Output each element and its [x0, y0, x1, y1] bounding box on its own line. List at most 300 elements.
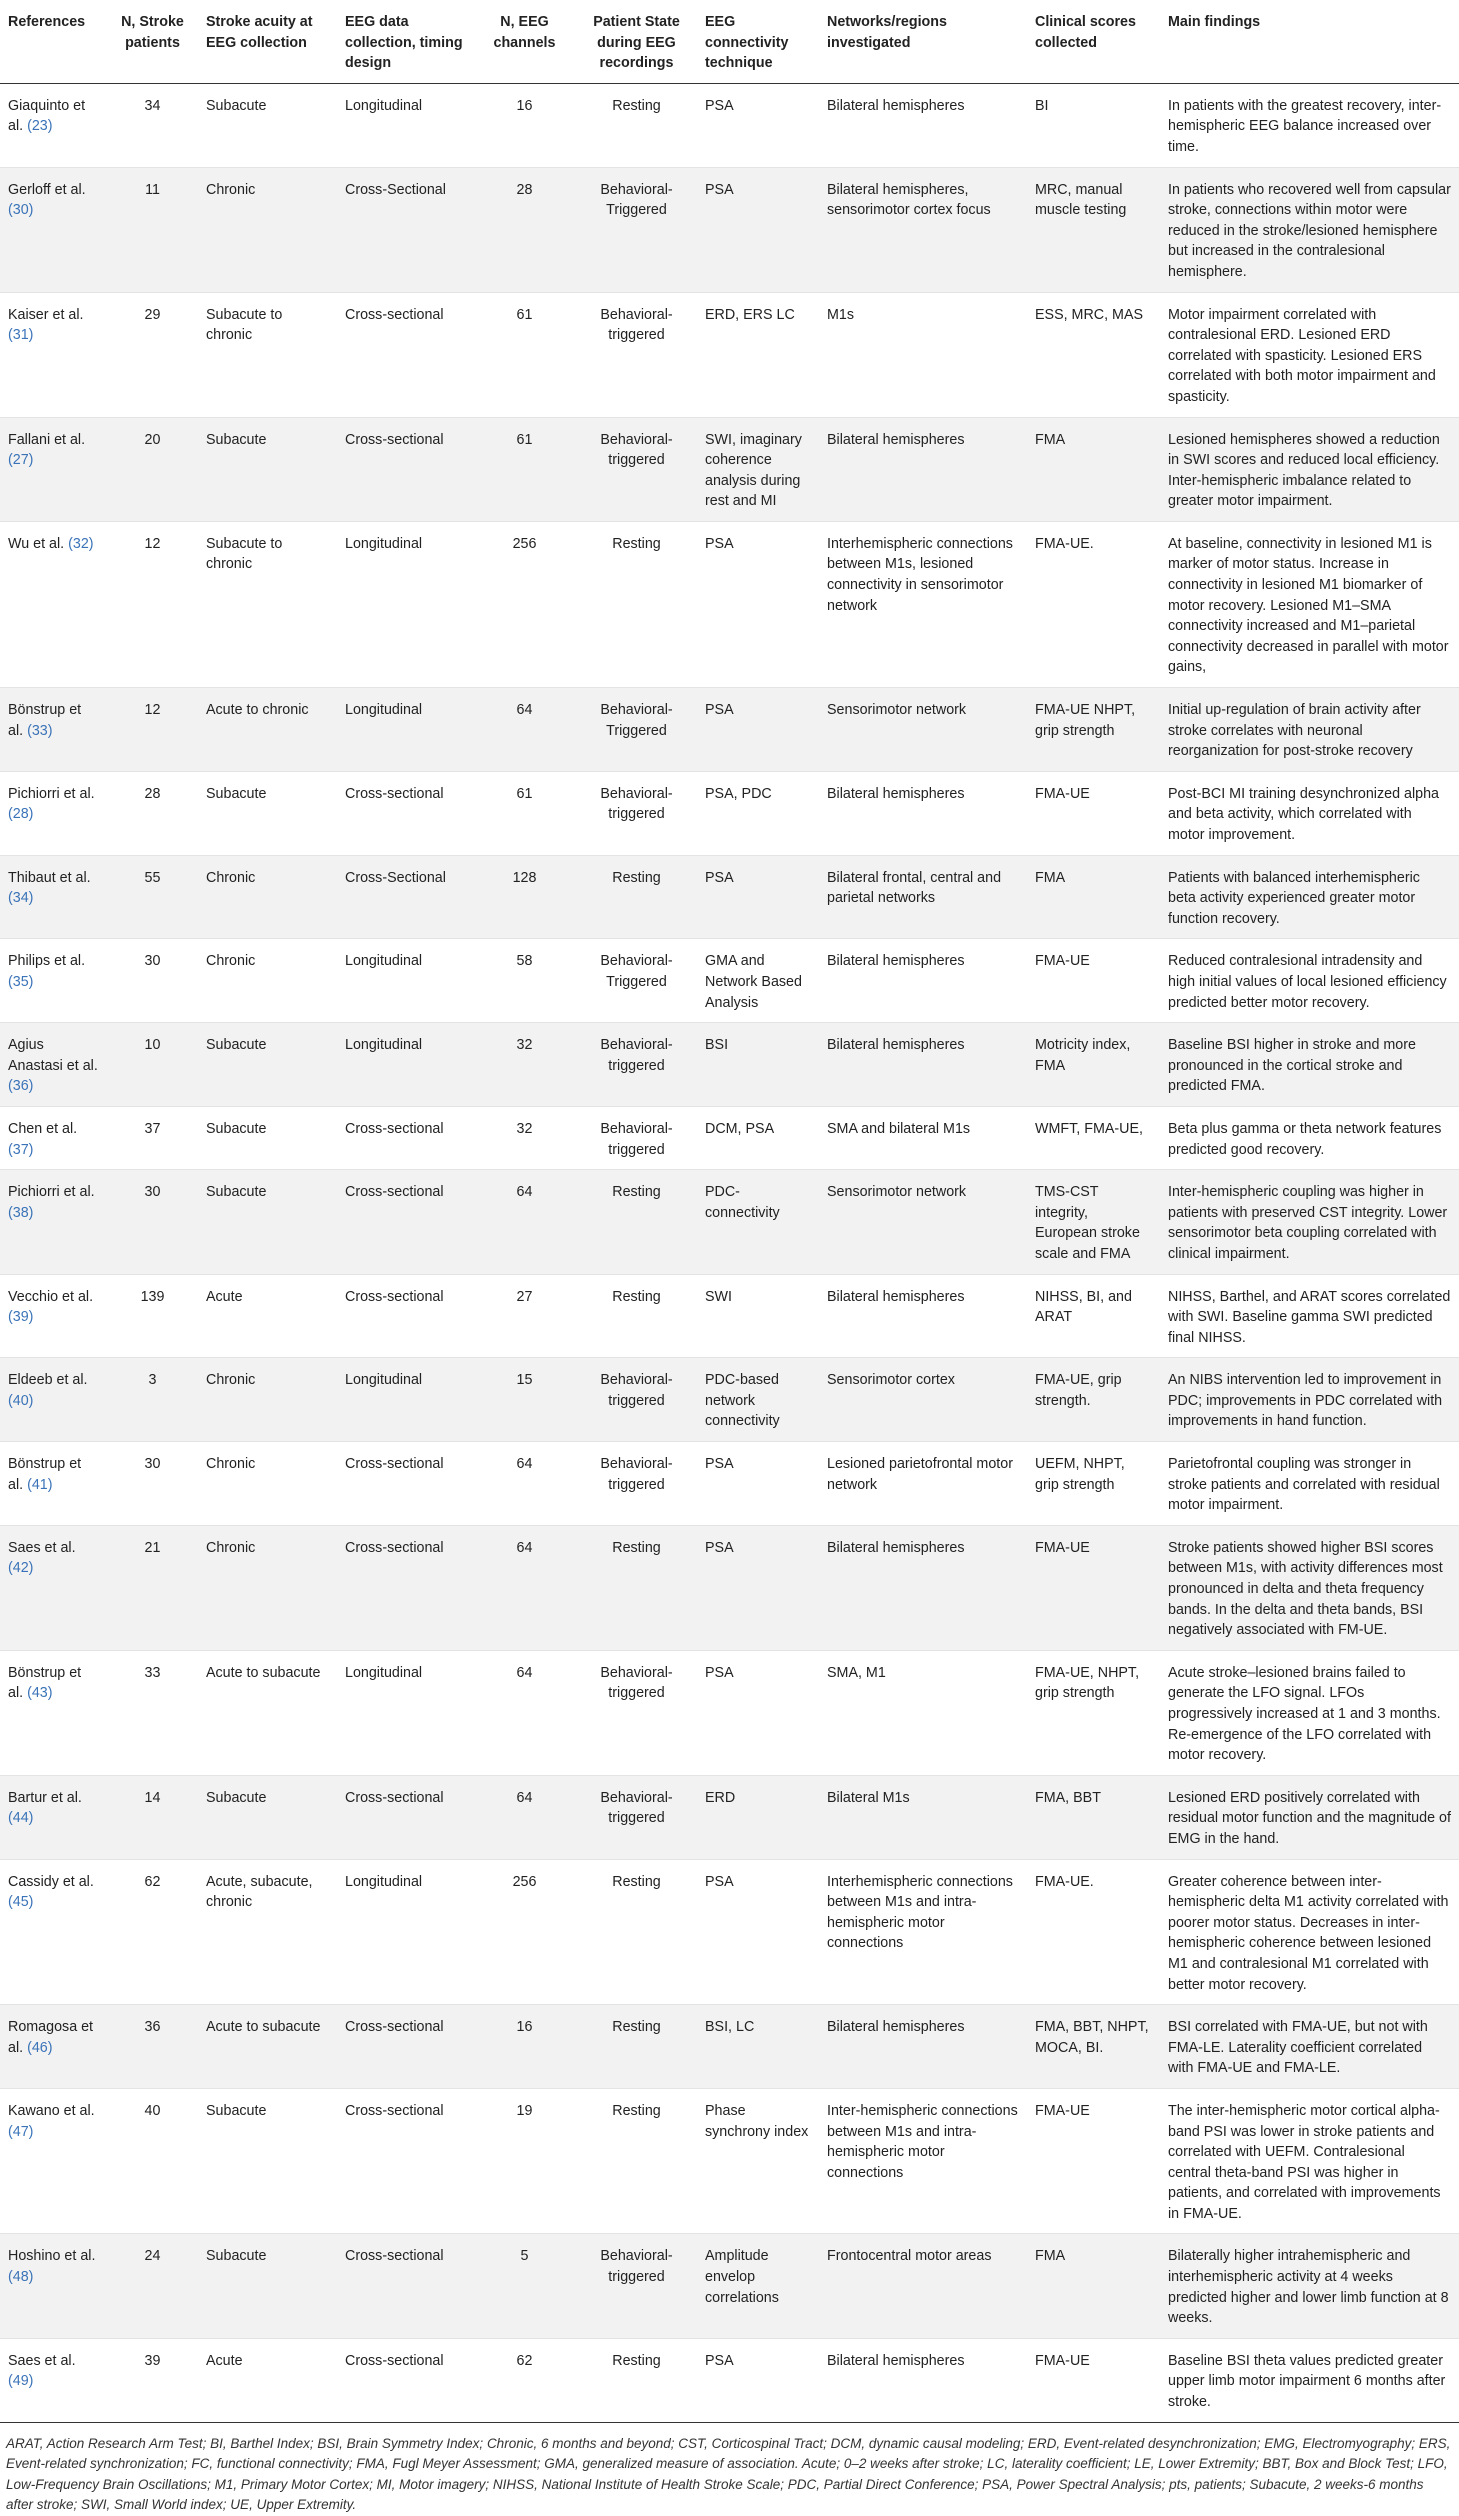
- cell-n: 21: [107, 1525, 198, 1650]
- cell-findings: Lesioned hemispheres showed a reduction in SWI scores and reduced local efficiency. Inter-hemispheric imbalance related to greater motor impairment.: [1160, 417, 1459, 521]
- cell-channels: 16: [473, 83, 576, 167]
- citation-link[interactable]: (48): [8, 2269, 34, 2286]
- citation-link[interactable]: (38): [8, 1204, 34, 1221]
- reference-name: Chen et al.: [8, 1120, 78, 1137]
- cell-n: 30: [107, 1170, 198, 1274]
- cell-technique: PSA: [697, 1442, 819, 1526]
- cell-scores: TMS-CST integrity, European stroke scale and FMA: [1027, 1170, 1160, 1274]
- cell-technique: PSA: [697, 855, 819, 939]
- table-row: [0, 1859, 1459, 2005]
- citation-link[interactable]: (28): [8, 806, 34, 823]
- cell-ref: [0, 2338, 107, 2422]
- header-ref: References: [0, 0, 107, 83]
- citation-link[interactable]: (40): [8, 1392, 34, 1409]
- cell-networks: Frontocentral motor areas: [819, 2234, 1027, 2338]
- table-row: [0, 1775, 1459, 1859]
- cell-channels: 5: [473, 2234, 576, 2338]
- table-row: [0, 1650, 1459, 1775]
- cell-design: Cross-Sectional: [337, 855, 473, 939]
- cell-channels: 61: [473, 417, 576, 521]
- cell-findings: Motor impairment correlated with contralesional ERD. Lesioned ERD correlated with spasticity. Lesioned ERS correlated with both motor impairment and spasticity.: [1160, 292, 1459, 417]
- cell-findings: In patients who recovered well from capsular stroke, connections within motor were reduced in the stroke/lesioned hemisphere but increased in the contralesional hemisphere.: [1160, 167, 1459, 292]
- cell-ref: [0, 1442, 107, 1526]
- cell-state: Behavioral-triggered: [576, 292, 697, 417]
- cell-acuity: Subacute to chronic: [198, 521, 337, 687]
- cell-scores: FMA-UE.: [1027, 521, 1160, 687]
- citation-link[interactable]: (39): [8, 1309, 34, 1326]
- cell-channels: 61: [473, 771, 576, 855]
- cell-scores: FMA, BBT: [1027, 1775, 1160, 1859]
- citation-link[interactable]: (30): [8, 202, 34, 219]
- cell-technique: ERD: [697, 1775, 819, 1859]
- table-row: [0, 1442, 1459, 1526]
- cell-ref: [0, 292, 107, 417]
- cell-scores: MRC, manual muscle testing: [1027, 167, 1160, 292]
- cell-acuity: Subacute: [198, 1775, 337, 1859]
- cell-technique: PSA: [697, 1650, 819, 1775]
- cell-n: 29: [107, 292, 198, 417]
- citation-link[interactable]: (33): [27, 722, 53, 739]
- reference-name: Bönstrup et al.: [8, 1664, 82, 1702]
- cell-networks: Sensorimotor cortex: [819, 1358, 1027, 1442]
- cell-design: Cross-sectional: [337, 771, 473, 855]
- cell-ref: [0, 855, 107, 939]
- table-row: [0, 1525, 1459, 1650]
- table-header: [0, 0, 1459, 83]
- reference-name: Kaiser et al.: [8, 306, 84, 323]
- cell-channels: 64: [473, 1442, 576, 1526]
- reference-name: Giaquinto et al.: [8, 97, 86, 135]
- cell-state: Behavioral-triggered: [576, 1358, 697, 1442]
- cell-networks: M1s: [819, 292, 1027, 417]
- cell-ref: [0, 1775, 107, 1859]
- table-row: [0, 2005, 1459, 2089]
- cell-findings: Acute stroke–lesioned brains failed to generate the LFO signal. LFOs progressively increased at 1 and 3 months. Re-emergence of the LFO correlated with motor recovery.: [1160, 1650, 1459, 1775]
- table-row: [0, 521, 1459, 687]
- cell-state: Behavioral-triggered: [576, 1650, 697, 1775]
- cell-state: Behavioral-Triggered: [576, 939, 697, 1023]
- cell-ref: [0, 1023, 107, 1107]
- cell-ref: [0, 1525, 107, 1650]
- cell-findings: Baseline BSI higher in stroke and more pronounced in the cortical stroke and predicted FMA.: [1160, 1023, 1459, 1107]
- cell-n: 20: [107, 417, 198, 521]
- reference-name: Saes et al.: [8, 2352, 76, 2369]
- cell-design: Cross-sectional: [337, 2234, 473, 2338]
- cell-channels: 15: [473, 1358, 576, 1442]
- cell-design: Longitudinal: [337, 521, 473, 687]
- cell-scores: FMA-UE NHPT, grip strength: [1027, 688, 1160, 772]
- cell-ref: [0, 688, 107, 772]
- table-row: [0, 167, 1459, 292]
- cell-findings: Patients with balanced interhemispheric beta activity experienced greater motor function recovery.: [1160, 855, 1459, 939]
- cell-findings: Reduced contralesional intradensity and high initial values of local lesioned efficiency predicted better motor recovery.: [1160, 939, 1459, 1023]
- cell-acuity: Subacute: [198, 1170, 337, 1274]
- cell-state: Behavioral-triggered: [576, 1023, 697, 1107]
- cell-networks: Bilateral hemispheres: [819, 2338, 1027, 2422]
- cell-findings: Post-BCI MI training desynchronized alpha and beta activity, which correlated with motor improvement.: [1160, 771, 1459, 855]
- cell-findings: BSI correlated with FMA-UE, but not with FMA-LE. Laterality coefficient correlated with FMA-UE and FMA-LE.: [1160, 2005, 1459, 2089]
- table-row: [0, 2234, 1459, 2338]
- table-row: [0, 688, 1459, 772]
- cell-state: Behavioral-triggered: [576, 771, 697, 855]
- cell-findings: NIHSS, Barthel, and ARAT scores correlated with SWI. Baseline gamma SWI predicted final NIHSS.: [1160, 1274, 1459, 1358]
- cell-technique: PSA: [697, 688, 819, 772]
- header-n: N, Stroke patients: [107, 0, 198, 83]
- cell-scores: FMA-UE, grip strength.: [1027, 1358, 1160, 1442]
- cell-technique: PSA: [697, 1859, 819, 2005]
- cell-channels: 62: [473, 2338, 576, 2422]
- cell-scores: Motricity index, FMA: [1027, 1023, 1160, 1107]
- header-channels: N, EEG channels: [473, 0, 576, 83]
- cell-channels: 64: [473, 688, 576, 772]
- cell-acuity: Chronic: [198, 167, 337, 292]
- cell-findings: Stroke patients showed higher BSI scores between M1s, with activity differences most pronounced in delta and theta frequency bands. In the delta and theta bands, BSI negatively associated with FM-UE.: [1160, 1525, 1459, 1650]
- cell-scores: FMA-UE: [1027, 2088, 1160, 2234]
- cell-channels: 64: [473, 1170, 576, 1274]
- citation-link[interactable]: (44): [8, 1810, 34, 1827]
- citation-link[interactable]: (47): [8, 2123, 34, 2140]
- cell-design: Cross-sectional: [337, 1106, 473, 1169]
- cell-design: Longitudinal: [337, 1650, 473, 1775]
- table-row: [0, 83, 1459, 167]
- cell-networks: Bilateral hemispheres: [819, 417, 1027, 521]
- cell-design: Cross-sectional: [337, 1170, 473, 1274]
- citation-link[interactable]: (34): [8, 890, 34, 907]
- cell-n: 34: [107, 83, 198, 167]
- cell-technique: GMA and Network Based Analysis: [697, 939, 819, 1023]
- cell-state: Resting: [576, 2088, 697, 2234]
- reference-name: Bönstrup et al.: [8, 702, 82, 739]
- header-state: Patient State during EEG recordings: [576, 0, 697, 83]
- citation-link[interactable]: (37): [8, 1141, 34, 1158]
- reference-name: Vecchio et al.: [8, 1288, 94, 1305]
- cell-state: Resting: [576, 521, 697, 687]
- cell-ref: [0, 417, 107, 521]
- cell-n: 33: [107, 1650, 198, 1775]
- citation-link[interactable]: (42): [8, 1560, 34, 1577]
- cell-technique: PSA: [697, 1525, 819, 1650]
- table-footnote: ARAT, Action Research Arm Test; BI, Barthel Index; BSI, Brain Symmetry Index; Chronic, 6 months and beyond; CST, Corticospinal Tract; DCM, dynamic causal modeling; ERD, Event-related desynchronization; EMG, Electromyography; ERS, Event-related synchronization; FC, functional connectivity; FMA, Fugl Meyer Assessment; GMA, generalized measure of association. Acute; 0–2 weeks after stroke; LC, laterality coefficient; LE, Lower Extremity; BBT, Box and Block Test; LFO, Low-Frequency Brain Oscillations; M1, Primary Motor Cortex; MI, Motor imagery; NIHSS, National Institute of Health Stroke Scale; PDC, Partial Direct Conference; PSA, Power Spectral Analysis; pts, patients; Subacute, 2 weeks-6 months after stroke; SWI, Small World index; UE, Upper Extremity.: [6, 2435, 1451, 2513]
- table-row: [0, 292, 1459, 417]
- cell-channels: 19: [473, 2088, 576, 2234]
- cell-technique: PDC-based network connectivity: [697, 1358, 819, 1442]
- cell-ref: [0, 1170, 107, 1274]
- reference-name: Cassidy et al.: [8, 1873, 94, 1890]
- cell-scores: FMA-UE, NHPT, grip strength: [1027, 1650, 1160, 1775]
- citation-link[interactable]: (23): [27, 118, 53, 135]
- cell-technique: PSA: [697, 83, 819, 167]
- cell-channels: 16: [473, 2005, 576, 2089]
- cell-design: Cross-sectional: [337, 1274, 473, 1358]
- cell-acuity: Acute to subacute: [198, 1650, 337, 1775]
- cell-channels: 28: [473, 167, 576, 292]
- cell-technique: Phase synchrony index: [697, 2088, 819, 2234]
- cell-state: Behavioral-Triggered: [576, 167, 697, 292]
- cell-channels: 128: [473, 855, 576, 939]
- reference-name: Fallani et al.: [8, 431, 86, 448]
- cell-channels: 32: [473, 1106, 576, 1169]
- cell-state: Resting: [576, 2338, 697, 2422]
- cell-acuity: Subacute: [198, 1023, 337, 1107]
- cell-design: Longitudinal: [337, 939, 473, 1023]
- cell-networks: Bilateral hemispheres: [819, 771, 1027, 855]
- reference-name: Gerloff et al.: [8, 181, 86, 198]
- citation-link[interactable]: (36): [8, 1078, 34, 1095]
- reference-name: Thibaut et al.: [8, 869, 91, 886]
- header-design: EEG data collection, timing design: [337, 0, 473, 83]
- cell-design: Cross-sectional: [337, 2005, 473, 2089]
- cell-n: 28: [107, 771, 198, 855]
- cell-acuity: Acute to chronic: [198, 688, 337, 772]
- reference-name: Hoshino et al.: [8, 2248, 96, 2265]
- cell-acuity: Acute to subacute: [198, 2005, 337, 2089]
- cell-state: Behavioral-triggered: [576, 1442, 697, 1526]
- header-findings: Main findings: [1160, 0, 1459, 83]
- cell-acuity: Subacute: [198, 1106, 337, 1169]
- cell-acuity: Chronic: [198, 1525, 337, 1650]
- cell-state: Resting: [576, 1859, 697, 2005]
- reference-name: Eldeeb et al.: [8, 1372, 88, 1389]
- cell-technique: PSA: [697, 2338, 819, 2422]
- table-row: [0, 1170, 1459, 1274]
- reference-name: Pichiorri et al.: [8, 1184, 95, 1201]
- cell-scores: BI: [1027, 83, 1160, 167]
- cell-channels: 58: [473, 939, 576, 1023]
- cell-networks: Sensorimotor network: [819, 1170, 1027, 1274]
- cell-design: Cross-sectional: [337, 417, 473, 521]
- cell-n: 30: [107, 939, 198, 1023]
- cell-ref: [0, 1274, 107, 1358]
- citation-link[interactable]: (27): [8, 452, 34, 469]
- cell-state: Resting: [576, 855, 697, 939]
- header-scores: Clinical scores collected: [1027, 0, 1160, 83]
- cell-acuity: Chronic: [198, 939, 337, 1023]
- cell-state: Behavioral-triggered: [576, 1106, 697, 1169]
- cell-scores: FMA: [1027, 2234, 1160, 2338]
- cell-n: 39: [107, 2338, 198, 2422]
- reference-name: Wu et al.: [8, 535, 65, 552]
- cell-networks: Bilateral frontal, central and parietal networks: [819, 855, 1027, 939]
- cell-networks: Bilateral hemispheres: [819, 939, 1027, 1023]
- cell-acuity: Chronic: [198, 1358, 337, 1442]
- citation-link[interactable]: (43): [27, 1685, 53, 1702]
- table-row: [0, 1358, 1459, 1442]
- cell-ref: [0, 83, 107, 167]
- table-row: [0, 939, 1459, 1023]
- cell-findings: Greater coherence between inter-hemispheric delta M1 activity correlated with poorer motor status. Decreases in inter-hemispheric coherence between lesioned M1 and contralesional M1 correlated with better motor recovery.: [1160, 1859, 1459, 2005]
- cell-state: Resting: [576, 83, 697, 167]
- reference-name: Agius Anastasi et al.: [8, 1037, 98, 1074]
- cell-channels: 32: [473, 1023, 576, 1107]
- cell-n: 3: [107, 1358, 198, 1442]
- cell-channels: 64: [473, 1775, 576, 1859]
- table-row: [0, 1106, 1459, 1169]
- cell-n: 11: [107, 167, 198, 292]
- cell-networks: Lesioned parietofrontal motor network: [819, 1442, 1027, 1526]
- cell-n: 30: [107, 1442, 198, 1526]
- cell-ref: [0, 167, 107, 292]
- header-row: [0, 0, 1459, 83]
- cell-state: Behavioral-triggered: [576, 417, 697, 521]
- cell-networks: SMA and bilateral M1s: [819, 1106, 1027, 1169]
- reference-name: Saes et al.: [8, 1539, 76, 1556]
- cell-n: 62: [107, 1859, 198, 2005]
- cell-technique: PSA: [697, 521, 819, 687]
- cell-channels: 64: [473, 1525, 576, 1650]
- cell-ref: [0, 1106, 107, 1169]
- cell-technique: PSA, PDC: [697, 771, 819, 855]
- cell-design: Cross-sectional: [337, 1442, 473, 1526]
- cell-acuity: Subacute: [198, 83, 337, 167]
- cell-technique: BSI: [697, 1023, 819, 1107]
- cell-networks: Bilateral hemispheres: [819, 2005, 1027, 2089]
- cell-acuity: Acute, subacute, chronic: [198, 1859, 337, 2005]
- cell-channels: 27: [473, 1274, 576, 1358]
- cell-acuity: Subacute: [198, 2234, 337, 2338]
- header-acuity: Stroke acuity at EEG collection: [198, 0, 337, 83]
- cell-networks: Bilateral hemispheres: [819, 1525, 1027, 1650]
- cell-findings: Bilaterally higher intrahemispheric and interhemispheric activity at 4 weeks predicted higher and lower limb function at 8 weeks.: [1160, 2234, 1459, 2338]
- cell-findings: Lesioned ERD positively correlated with residual motor function and the magnitude of EMG in the hand.: [1160, 1775, 1459, 1859]
- cell-acuity: Subacute: [198, 771, 337, 855]
- cell-findings: An NIBS intervention led to improvement in PDC; improvements in PDC correlated with improvements in hand function.: [1160, 1358, 1459, 1442]
- cell-n: 12: [107, 688, 198, 772]
- cell-networks: Sensorimotor network: [819, 688, 1027, 772]
- cell-networks: SMA, M1: [819, 1650, 1027, 1775]
- cell-scores: FMA, BBT, NHPT, MOCA, BI.: [1027, 2005, 1160, 2089]
- cell-ref: [0, 2234, 107, 2338]
- cell-design: Cross-sectional: [337, 1525, 473, 1650]
- cell-findings: Initial up-regulation of brain activity after stroke correlates with neuronal reorganization for post-stroke recovery: [1160, 688, 1459, 772]
- cell-scores: ESS, MRC, MAS: [1027, 292, 1160, 417]
- reference-name: Bönstrup et al.: [8, 1456, 82, 1493]
- cell-n: 14: [107, 1775, 198, 1859]
- table-row: [0, 2088, 1459, 2234]
- cell-state: Resting: [576, 1525, 697, 1650]
- cell-technique: DCM, PSA: [697, 1106, 819, 1169]
- cell-acuity: Chronic: [198, 855, 337, 939]
- cell-design: Cross-sectional: [337, 1775, 473, 1859]
- cell-networks: Bilateral M1s: [819, 1775, 1027, 1859]
- cell-ref: [0, 939, 107, 1023]
- citation-link[interactable]: (35): [8, 973, 34, 990]
- reference-name: Kawano et al.: [8, 2102, 95, 2119]
- cell-design: Cross-sectional: [337, 2088, 473, 2234]
- cell-networks: Interhemispheric connections between M1s and intra-hemispheric motor connections: [819, 1859, 1027, 2005]
- cell-findings: The inter-hemispheric motor cortical alpha-band PSI was lower in stroke patients and correlated with UEFM. Contralesional central theta-band PSI was higher in patients, and correlated with improvements in FMA-UE.: [1160, 2088, 1459, 2234]
- cell-n: 24: [107, 2234, 198, 2338]
- cell-state: Behavioral-Triggered: [576, 688, 697, 772]
- cell-ref: [0, 771, 107, 855]
- cell-design: Longitudinal: [337, 688, 473, 772]
- reference-name: Romagosa et al.: [8, 2019, 94, 2056]
- cell-design: Longitudinal: [337, 1358, 473, 1442]
- cell-networks: Inter-hemispheric connections between M1s and intra-hemispheric motor connections: [819, 2088, 1027, 2234]
- citation-link[interactable]: (32): [68, 535, 94, 552]
- cell-scores: FMA: [1027, 417, 1160, 521]
- citation-link[interactable]: (49): [8, 2373, 34, 2390]
- reference-name: Pichiorri et al.: [8, 785, 95, 802]
- cell-findings: Beta plus gamma or theta network features predicted good recovery.: [1160, 1106, 1459, 1169]
- cell-scores: NIHSS, BI, and ARAT: [1027, 1274, 1160, 1358]
- cell-ref: [0, 1859, 107, 2005]
- cell-scores: FMA-UE: [1027, 1525, 1160, 1650]
- cell-state: Resting: [576, 1274, 697, 1358]
- cell-ref: [0, 2088, 107, 2234]
- cell-acuity: Acute: [198, 1274, 337, 1358]
- table-row: [0, 771, 1459, 855]
- citation-link[interactable]: (45): [8, 1894, 34, 1911]
- cell-technique: SWI: [697, 1274, 819, 1358]
- cell-scores: FMA: [1027, 855, 1160, 939]
- cell-acuity: Acute: [198, 2338, 337, 2422]
- cell-n: 36: [107, 2005, 198, 2089]
- cell-findings: Inter-hemispheric coupling was higher in patients with preserved CST integrity. Lower sensorimotor beta coupling correlated with clinical impairment.: [1160, 1170, 1459, 1274]
- citation-link[interactable]: (46): [27, 2039, 53, 2056]
- cell-ref: [0, 1650, 107, 1775]
- reference-name: Bartur et al.: [8, 1789, 82, 1806]
- cell-findings: At baseline, connectivity in lesioned M1 is marker of motor status. Increase in connectivity in lesioned M1 biomarker of motor recovery. Lesioned M1–SMA connectivity increased and M1–parietal connectivity decreased in parallel with motor gains,: [1160, 521, 1459, 687]
- table-row: [0, 1023, 1459, 1107]
- table-body: [0, 83, 1459, 2422]
- cell-networks: Interhemispheric connections between M1s, lesioned connectivity in sensorimotor network: [819, 521, 1027, 687]
- cell-findings: In patients with the greatest recovery, inter-hemispheric EEG balance increased over time.: [1160, 83, 1459, 167]
- cell-design: Longitudinal: [337, 83, 473, 167]
- cell-n: 40: [107, 2088, 198, 2234]
- cell-acuity: Subacute to chronic: [198, 292, 337, 417]
- cell-ref: [0, 521, 107, 687]
- cell-n: 37: [107, 1106, 198, 1169]
- cell-acuity: Chronic: [198, 1442, 337, 1526]
- cell-findings: Parietofrontal coupling was stronger in stroke patients and correlated with residual motor impairment.: [1160, 1442, 1459, 1526]
- cell-state: Behavioral-triggered: [576, 1775, 697, 1859]
- cell-ref: [0, 1358, 107, 1442]
- cell-networks: Bilateral hemispheres, sensorimotor cortex focus: [819, 167, 1027, 292]
- cell-scores: FMA-UE: [1027, 939, 1160, 1023]
- cell-acuity: Subacute: [198, 417, 337, 521]
- cell-scores: FMA-UE: [1027, 771, 1160, 855]
- cell-networks: Bilateral hemispheres: [819, 83, 1027, 167]
- cell-n: 10: [107, 1023, 198, 1107]
- cell-networks: Bilateral hemispheres: [819, 1274, 1027, 1358]
- cell-channels: 256: [473, 521, 576, 687]
- cell-scores: FMA-UE.: [1027, 1859, 1160, 2005]
- table-row: [0, 855, 1459, 939]
- cell-n: 55: [107, 855, 198, 939]
- header-networks: Networks/regions investigated: [819, 0, 1027, 83]
- cell-technique: BSI, LC: [697, 2005, 819, 2089]
- cell-design: Cross-Sectional: [337, 167, 473, 292]
- cell-findings: Baseline BSI theta values predicted greater upper limb motor impairment 6 months after stroke.: [1160, 2338, 1459, 2422]
- cell-channels: 61: [473, 292, 576, 417]
- cell-scores: WMFT, FMA-UE,: [1027, 1106, 1160, 1169]
- cell-design: Longitudinal: [337, 1859, 473, 2005]
- table-row: [0, 417, 1459, 521]
- cell-technique: ERD, ERS LC: [697, 292, 819, 417]
- cell-scores: FMA-UE: [1027, 2338, 1160, 2422]
- cell-technique: PSA: [697, 167, 819, 292]
- citation-link[interactable]: (31): [8, 327, 34, 344]
- cell-n: 12: [107, 521, 198, 687]
- citation-link[interactable]: (41): [27, 1476, 53, 1493]
- table-row: [0, 1274, 1459, 1358]
- header-technique: EEG connectivity technique: [697, 0, 819, 83]
- cell-state: Resting: [576, 2005, 697, 2089]
- cell-acuity: Subacute: [198, 2088, 337, 2234]
- cell-ref: [0, 2005, 107, 2089]
- cell-networks: Bilateral hemispheres: [819, 1023, 1027, 1107]
- cell-design: Longitudinal: [337, 1023, 473, 1107]
